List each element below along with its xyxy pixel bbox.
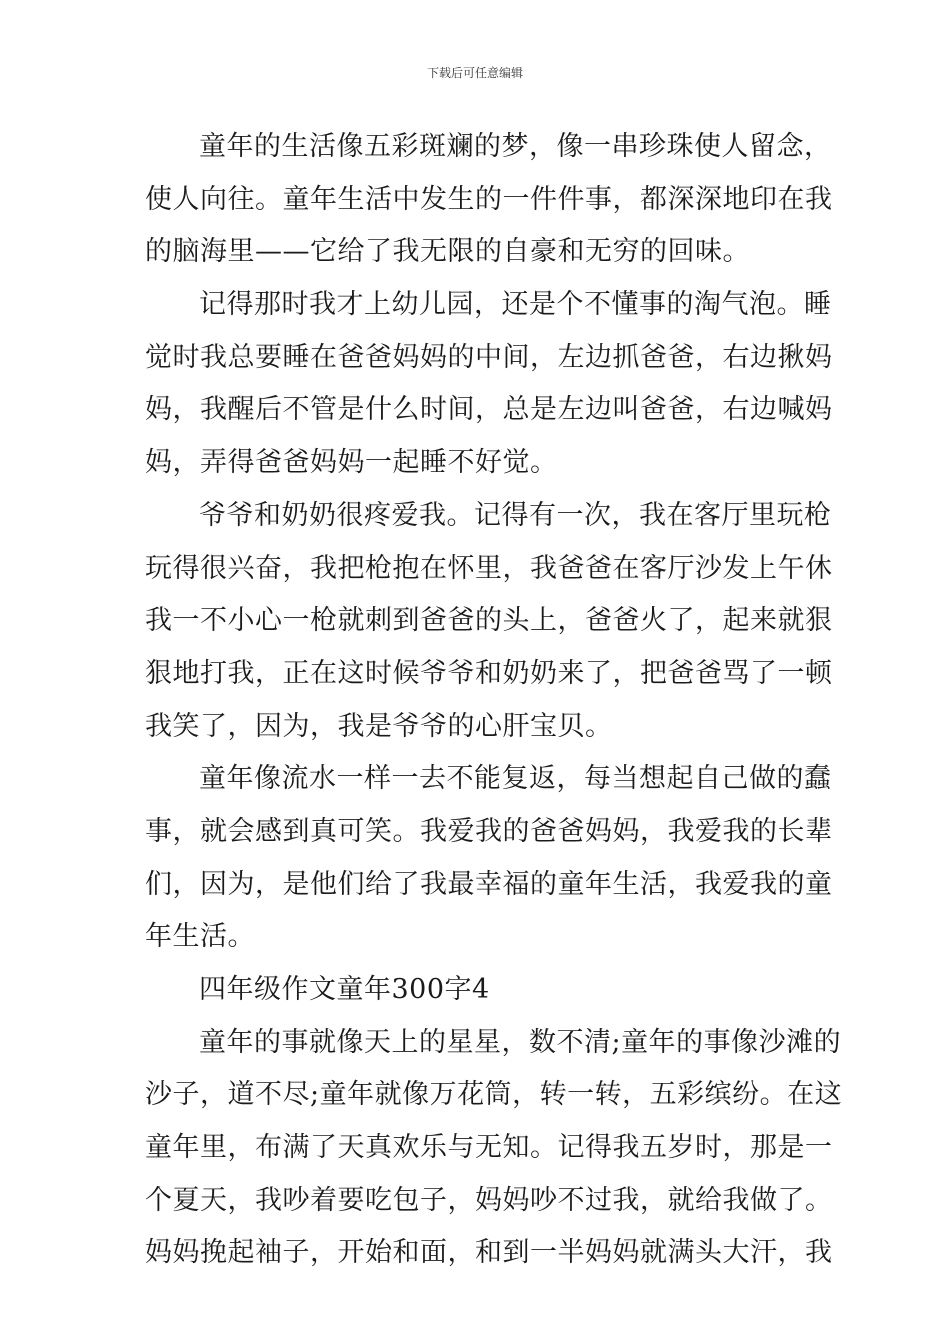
text-line: 觉时我总要睡在爸爸妈妈的中间，左边抓爸爸，右边揪妈 xyxy=(145,341,833,373)
text-line: 童年的生活像五彩斑斓的梦，像一串珍珠使人留念， xyxy=(199,131,832,162)
text-line: 们，因为，是他们给了我最幸福的童年生活，我爱我的童 xyxy=(145,868,833,900)
text-line: 妈，弄得爸爸妈妈一起睡不好觉。 xyxy=(145,447,558,479)
document-body xyxy=(145,121,843,1280)
page-header: 下载后可任意编辑 xyxy=(426,66,523,80)
text-line: 个夏天，我吵着要吃包子，妈妈吵不过我，就给我做了。 xyxy=(145,1184,833,1216)
text-line: 我一不小心一枪就刺到爸爸的头上，爸爸火了，起来就狠 xyxy=(145,605,833,637)
section-heading: 四年级作文童年300字4 xyxy=(199,974,490,1005)
text-line: 记得那时我才上幼儿园，还是个不懂事的淘气泡。睡 xyxy=(199,289,832,321)
text-line: 使人向往。童年生活中发生的一件件事，都深深地印在我 xyxy=(145,183,833,215)
text-line: 狠地打我，正在这时候爷爷和奶奶来了，把爸爸骂了一顿 xyxy=(145,657,833,689)
text-line: 玩得很兴奋，我把枪抱在怀里，我爸爸在客厅沙发上午休 xyxy=(145,552,833,584)
text-line: 年生活。 xyxy=(145,921,255,953)
text-line: 的脑海里——它给了我无限的自豪和无穷的回味。 xyxy=(145,236,750,268)
text-line: 妈妈挽起袖子，开始和面，和到一半妈妈就满头大汗，我 xyxy=(145,1237,833,1269)
text-line: 童年像流水一样一去不能复返，每当想起自己做的蠢 xyxy=(199,763,832,795)
text-line: 童年里，布满了天真欢乐与无知。记得我五岁时，那是一 xyxy=(145,1132,833,1164)
text-line: 童年的事就像天上的星星，数不清;童年的事像沙滩的 xyxy=(199,1026,842,1058)
text-line: 事，就会感到真可笑。我爱我的爸爸妈妈，我爱我的长辈 xyxy=(145,815,833,847)
text-line: 沙子，道不尽;童年就像万花筒，转一转，五彩缤纷。在这 xyxy=(145,1079,843,1111)
text-line: 我笑了，因为，我是爷爷的心肝宝贝。 xyxy=(145,710,613,742)
text-line: 妈，我醒后不管是什么时间，总是左边叫爸爸，右边喊妈 xyxy=(145,394,833,426)
text-line: 爷爷和奶奶很疼爱我。记得有一次，我在客厅里玩枪 xyxy=(199,499,832,531)
